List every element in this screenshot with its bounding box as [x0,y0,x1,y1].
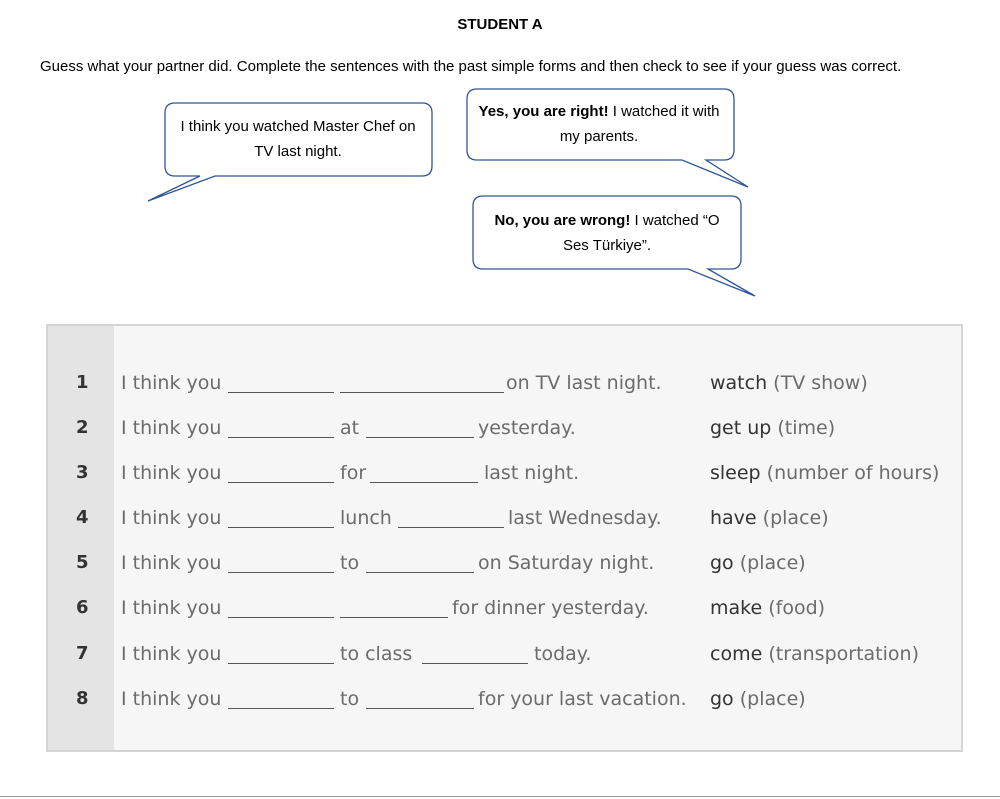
exercise-row [48,413,963,443]
page-title: STUDENT A [457,16,543,33]
exercise-row [48,639,963,669]
row-number: 8 [76,688,89,709]
exercise-row [48,503,963,533]
row-middle: to [340,552,360,574]
exercise-row [48,684,963,714]
exercise-box [46,324,963,752]
exercise-row [48,548,963,578]
row-verb-hint [710,552,806,574]
answer-blank[interactable] [370,482,478,483]
row-end: today. [534,643,592,665]
answer-blank[interactable] [340,392,504,393]
answer-blank[interactable] [228,708,334,709]
exercise-row [48,458,963,488]
verb: sleep [710,462,761,484]
answer-blank[interactable] [422,663,528,664]
verb: watch [710,372,768,394]
hint: (place) [739,688,806,710]
row-start: I think you [121,507,222,529]
answer-blank[interactable] [228,527,334,528]
answer-blank[interactable] [228,663,334,664]
row-number: 7 [76,643,89,664]
row-number: 4 [76,507,89,528]
hint: (food) [768,597,826,619]
row-start: I think you [121,688,222,710]
row-start: I think you [121,462,222,484]
answer-blank[interactable] [228,617,334,618]
row-start: I think you [121,417,222,439]
row-middle: at [340,417,360,439]
bubble-right-text [472,99,726,149]
row-start: I think you [121,643,222,665]
row-end: last Wednesday. [508,507,662,529]
row-verb-hint [710,597,825,619]
answer-blank[interactable] [366,437,474,438]
bubble-right-bold: Yes, you are right! [478,103,609,120]
verb: go [710,688,734,710]
bubble-guess-text: I think you watched Master Chef on TV last night. [180,118,416,160]
answer-blank[interactable] [228,392,334,393]
answer-blank[interactable] [228,572,334,573]
row-end: on TV last night. [506,372,662,394]
row-start: I think you [121,597,222,619]
row-number: 6 [76,597,89,618]
bubble-right-rest: I watched it with my parents. [559,103,720,145]
row-end: yesterday. [478,417,576,439]
row-verb-hint [710,462,939,484]
hint: (place) [762,507,829,529]
answer-blank[interactable] [228,437,334,438]
answer-blank[interactable] [398,527,504,528]
row-verb-hint [710,507,829,529]
row-verb-hint [710,372,868,394]
verb: make [710,597,763,619]
row-middle: for [340,462,367,484]
verb: have [710,507,757,529]
hint: (number of hours) [766,462,940,484]
exercise-row [48,368,963,398]
speech-bubbles [0,0,1000,320]
hint: (time) [777,417,836,439]
row-end: on Saturday night. [478,552,655,574]
verb: get up [710,417,772,439]
hint: (TV show) [773,372,868,394]
row-number: 1 [76,372,89,393]
row-end: for your last vacation. [478,688,687,710]
verb: go [710,552,734,574]
row-end: for dinner yesterday. [452,597,649,619]
answer-blank[interactable] [228,482,334,483]
row-number: 3 [76,462,89,483]
row-number: 5 [76,552,89,573]
row-middle: lunch [340,507,392,529]
row-middle: to [340,688,360,710]
row-number: 2 [76,417,89,438]
page-bottom-divider [0,796,1000,797]
row-verb-hint [710,643,919,665]
hint: (transportation) [768,643,919,665]
row-end: last night. [484,462,580,484]
instructions: Guess what your partner did. Complete the sentences with the past simple forms and then check to see if your guess was correct. [40,58,902,75]
row-start: I think you [121,552,222,574]
row-middle: to class [340,643,413,665]
verb: come [710,643,763,665]
row-verb-hint [710,417,835,439]
answer-blank[interactable] [366,572,474,573]
row-verb-hint [710,688,806,710]
hint: (place) [739,552,806,574]
row-start: I think you [121,372,222,394]
bubble-wrong-text [492,208,722,258]
bubble-wrong-bold: No, you are wrong! [494,212,631,229]
answer-blank[interactable] [340,617,448,618]
answer-blank[interactable] [366,708,474,709]
exercise-row [48,593,963,623]
bubble-wrong-rest: I watched “O Ses Türkiye”. [562,212,720,254]
